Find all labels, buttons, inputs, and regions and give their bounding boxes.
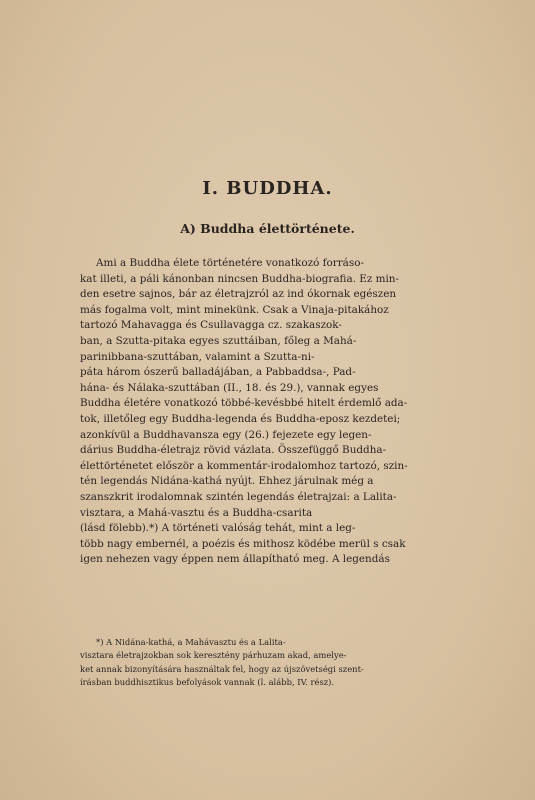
footnote-line: visztara életrajzokban sok keresztény párhuzam akad, amelye- [80, 650, 347, 661]
footnote [80, 636, 460, 690]
section-subheading: A) Buddha élettörténete. [180, 221, 355, 236]
footnote-line: *) A Nidána-kathá, a Mahávasztu és a Lalita- [96, 637, 286, 647]
body-line: tartozó Mahavagga és Csullavagga cz. szakaszok- [80, 319, 342, 332]
body-line: több nagy embernél, a poézis és mithosz ködébe merül s csak [80, 537, 406, 550]
body-line: tok, illetőleg egy Buddha-legenda és Buddha-eposz kezdetei; [80, 412, 401, 425]
body-line: dárius Buddha-életrajz rövid vázlata. Összefüggő Buddha- [80, 444, 387, 457]
footnote-line: írásban buddhisztikus befolyások vannak (l. alább, IV. rész). [80, 677, 335, 688]
body-line: igen nehezen vagy éppen nem állapítható meg. A legendás [80, 553, 390, 566]
body-line: tén legendás Nidána-kathá nyújt. Ehhez járulnak még a [80, 475, 374, 488]
body-line: parinibbana-szuttában, valamint a Szutta-ni- [80, 350, 315, 363]
body-line: szanszkrit irodalomnak szintén legendás életrajzai: a Lalita- [80, 490, 397, 503]
body-line: páta három ószerű balladájában, a Pabbaddsa-, Pad- [80, 366, 356, 379]
body-line: azonkívül a Buddhavansza egy (26.) fejezete egy legen- [80, 428, 372, 441]
body-line: kat illeti, a páli kánonban nincsen Buddha-biografia. Ez min- [80, 272, 400, 285]
footnote-line: ket annak bizonyítására használtak fel, hogy az újszövetségi szent- [80, 663, 364, 674]
body-line: élettörténetet először a kommentár-irodalomhoz tartozó, szin- [80, 459, 408, 472]
body-text [80, 256, 460, 568]
body-line: visztara, a Mahá-vasztu és a Buddha-csarita [80, 506, 313, 519]
body-line: (lásd fölebb).*) A történeti valóság tehát, mint a leg- [80, 522, 356, 535]
body-line: Ami a Buddha élete történetére vonatkozó forráso- [96, 257, 364, 269]
body-line: Buddha életére vonatkozó többé-kevésbbé hitelt érdemlő ada- [80, 397, 408, 410]
body-line: den esetre sajnos, bár az életrajzról az ind ókornak egészen [80, 288, 397, 301]
body-line: hána- és Nálaka-szuttában (II., 18. és 29.), vannak egyes [80, 381, 379, 394]
chapter-heading: I. BUDDHA. [202, 178, 333, 199]
body-line: ban, a Szutta-pitaka egyes szuttáiban, főleg a Mahá- [80, 334, 357, 347]
body-line: más fogalma volt, mint minekünk. Csak a Vinaja-pitakához [80, 303, 389, 316]
